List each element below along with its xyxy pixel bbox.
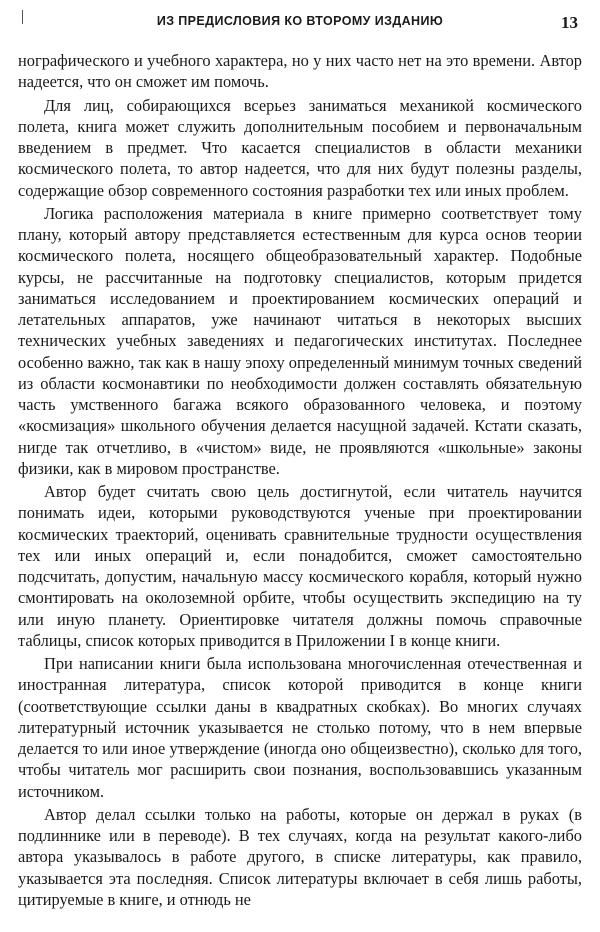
running-header	[18, 10, 582, 36]
paragraph-literature: При написании книги была использована многочисленная отечественная и иностранная литература, список которой приводится в конце книги (соответствующие ссылки даны в квадратных скобках). Во многих случаях литературный источник указывается не столько потому, что в нем впервые делается то или иное утверждение (иногда оно общеизвестно), сколько для того, чтобы читатель мог расширить свои познания, воспользовавшись указанным источником.	[18, 654, 582, 801]
page-number: 13	[561, 13, 578, 32]
running-header-title: ИЗ ПРЕДИСЛОВИЯ КО ВТОРОМУ ИЗДАНИЮ	[156, 14, 444, 28]
body-text	[18, 50, 582, 910]
paragraph-references: Автор делал ссылки только на работы, которые он держал в руках (в подлиннике или в переводе). В тех случаях, когда на результат какого-либо автора указывалось в работе другого, в списке литературы, как правило, указывается эта последняя. Список литературы включает в себя лишь работы, цитируемые в книге, и отнюдь не	[18, 804, 582, 909]
book-page	[18, 10, 582, 910]
paragraph-material-logic: Логика расположения материала в книге примерно соответствует тому плану, который автору представляется естественным для курса основ теории космического полета, носящего общеобразовательный характер. Подобные курсы, не рассчитанные на подготовку специалистов, которым придется заниматься исследованием и проектированием космических операций и летательных аппаратов, уже начинают читаться в некоторых высших технических учебных заведениях и педагогических институтах. Последнее особенно важно, так как в нашу эпоху определенный минимум точных сведений из области космонавтики по необходимости должен составлять обязательную часть умственного багажа всякого образованного человека, и поэтому «космизация» школьного обучения делается насущной задачей. Кстати сказать, нигде так отчетливо, в «чистом» виде, не проявляются «школьные» законы физики, как в мировом пространстве.	[18, 203, 582, 478]
paragraph-continued: нографического и учебного характера, но у них часто нет на это времени. Автор надеется, что он сможет им помочь.	[18, 51, 582, 92]
paragraph-author-goal: Автор будет считать свою цель достигнутой, если читатель научится понимать идеи, которыми руководствуются ученые при проектировании космических траекторий, оценивать сравнительные трудности осуществления тех или иных операций и, если понадобится, сможет самостоятельно подсчитать, допустим, начальную массу космического корабля, который нужно смонтировать на околоземной орбите, чтобы осуществить экспедицию на ту или иную планету. Ориентировке читателя должны помочь справочные таблицы, список которых приводится в Приложении I в конце книги.	[18, 482, 582, 650]
paragraph-audience: Для лиц, собирающихся всерьез заниматься механикой космического полета, книга может служить дополнительным пособием и первоначальным введением в предмет. Что касается специалистов в области механики космического полета, то автор надеется, что для них будут полезны разделы, содержащие обзор современного состояния разработки тех или иных проблем.	[18, 95, 582, 200]
